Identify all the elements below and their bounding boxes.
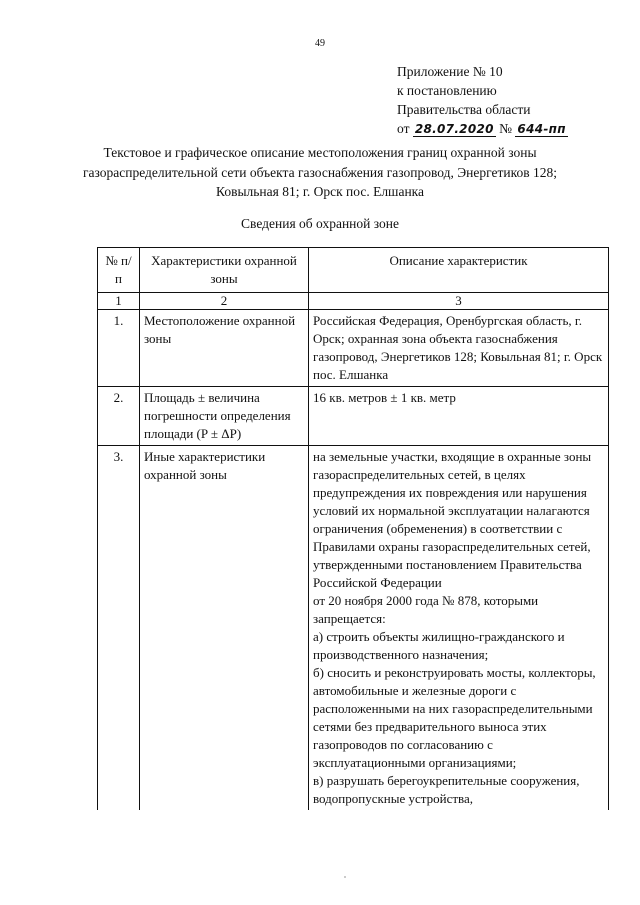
zone-info-table [97, 247, 609, 810]
row-description-line: запрещается: [313, 611, 386, 626]
row-description-line: а) строить объекты жилищно-гражданского и производственного назначения; [313, 629, 565, 662]
scan-speck [344, 876, 346, 878]
header-description: Описание характеристик [309, 248, 609, 293]
row-characteristic: Местоположение охранной зоны [140, 310, 309, 387]
row-characteristic: Площадь ± величина погрешности определения площади (P ± ΔP) [140, 387, 309, 446]
appendix-line-2: к постановлению [397, 83, 497, 98]
document-title: Текстовое и графическое описание местоположения границ охранной зоны газораспределительной сети объекта газоснабжения газопровод, Энергетиков 128; Ковыльная 81; г. Орск пос. Елшанка [83, 145, 557, 199]
row-description: Российская Федерация, Оренбургская область, г. Орск; охранная зона объекта газоснабжения газопровод, Энергетиков 128; Ковыльная 81; г. Орск пос. Елшанка [309, 310, 609, 387]
header-characteristic: Характеристики охранной зоны [140, 248, 309, 293]
table-row [98, 387, 609, 446]
table-row [98, 310, 609, 387]
row-description [309, 446, 609, 811]
from-label: от [397, 121, 410, 136]
index-cell-1: 1 [98, 293, 140, 310]
row-number: 3. [98, 446, 140, 811]
table-index-row [98, 293, 609, 310]
appendix-date-line [397, 119, 568, 139]
index-cell-2: 2 [140, 293, 309, 310]
index-cell-3: 3 [309, 293, 609, 310]
row-number: 2. [98, 387, 140, 446]
row-description-line: от 20 ноября 2000 года № 878, которыми [313, 593, 539, 608]
section-subtitle: Сведения об охранной зоне [241, 216, 399, 231]
row-characteristic: Иные характеристики охранной зоны [140, 446, 309, 811]
handwritten-date: 28.07.2020 [414, 122, 494, 136]
number-label: № [499, 121, 513, 136]
appendix-line-3: Правительства области [397, 102, 531, 117]
handwritten-number: 644-пп [517, 122, 566, 136]
appendix-line-1: Приложение № 10 [397, 64, 503, 79]
row-description: 16 кв. метров ± 1 кв. метр [309, 387, 609, 446]
row-description-line: в) разрушать берегоукрепительные сооружения, водопропускные устройства, [313, 773, 580, 806]
header-number: № п/п [98, 248, 140, 293]
table-row [98, 446, 609, 811]
appendix-block [397, 62, 568, 139]
table-header-row [98, 248, 609, 293]
row-description-line: б) сносить и реконструировать мосты, коллекторы, автомобильные и железные дороги с расположенными на них газораспределительными сетями без предварительного выноса этих газопроводов по согласованию с эксплуатационными организациями; [313, 665, 596, 770]
row-description-text: на земельные участки, входящие в охранные зоны газораспределительных сетей, в целях предупреждения их повреждения или нарушения условий их нормальной эксплуатации налагаются ограничения (обременения) в соответствии с Правилами охраны газораспределительных сетей, утвержденными постановлением Правительства Российской Федерации [313, 449, 592, 590]
row-number: 1. [98, 310, 140, 387]
page-number: 49 [315, 38, 325, 49]
